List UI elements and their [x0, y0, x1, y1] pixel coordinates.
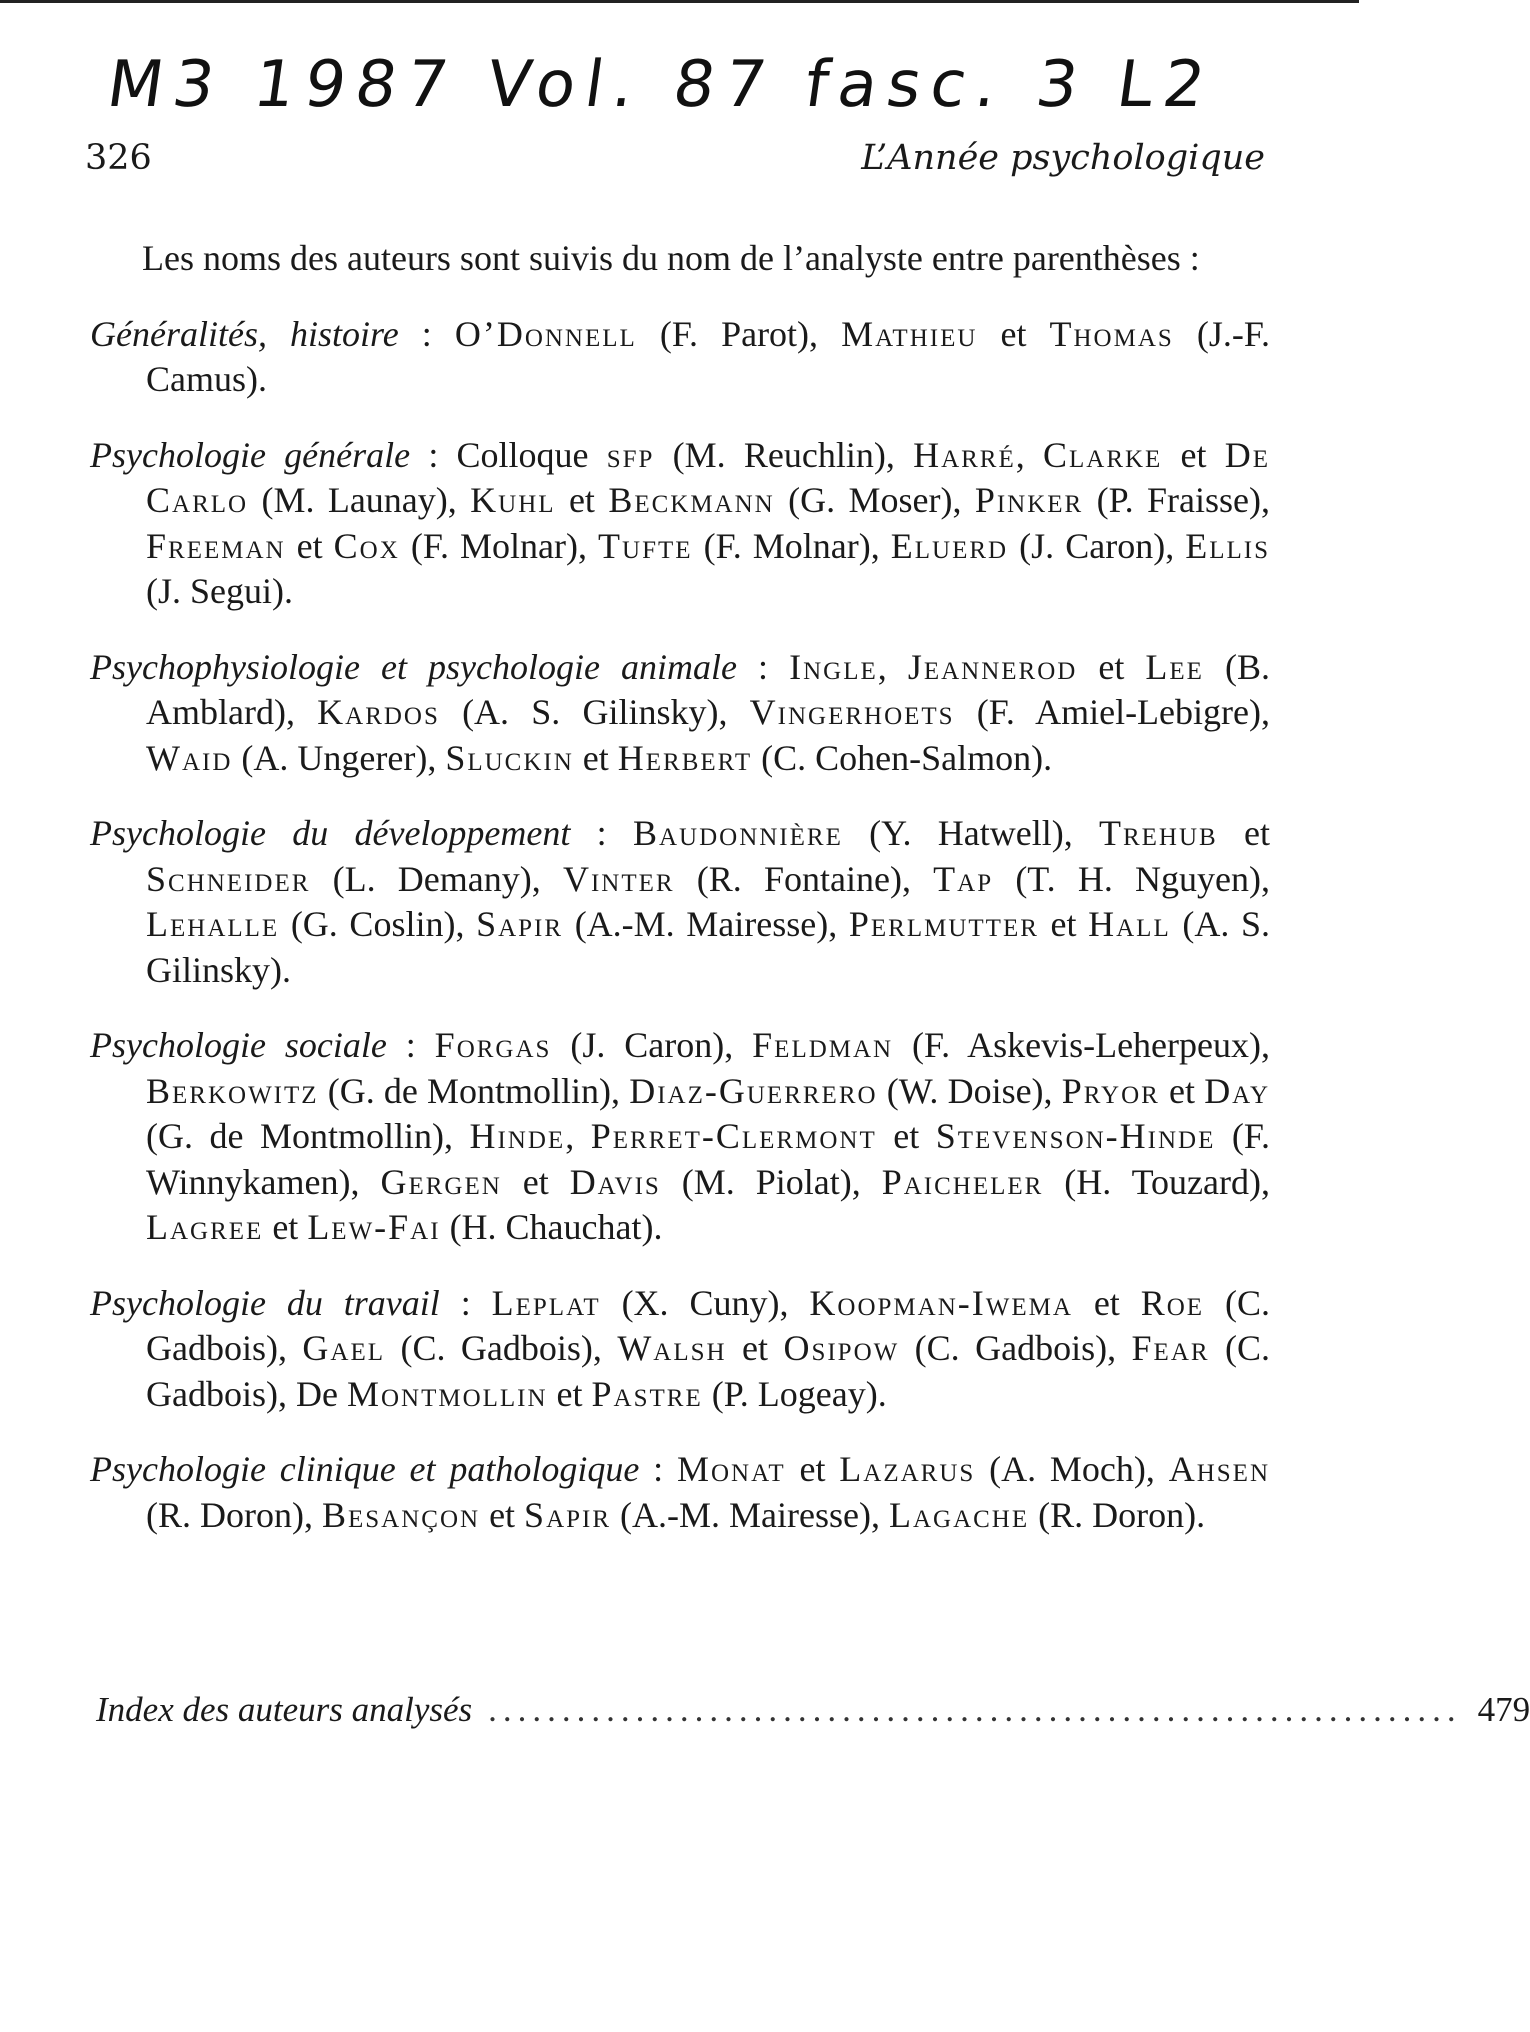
author-name: Besançon [321, 1494, 481, 1535]
author-name: Osipow [783, 1328, 900, 1368]
category-label: Psychologie du développement [90, 813, 571, 853]
author-name: Koopman-Iwema [809, 1282, 1073, 1323]
text: (A. Ungerer), [232, 737, 446, 778]
text: et [555, 480, 609, 520]
text: (F. Parot), [636, 313, 842, 354]
author-name: sfp [606, 434, 655, 475]
author-name: Montmollin [346, 1373, 548, 1414]
text: , [1015, 434, 1043, 475]
text: (M. Reuchlin), [654, 434, 914, 475]
handwritten-note: M3 1987 Vol. 87 fasc. 3 L2 [102, 48, 1220, 122]
author-name: Eluerd [890, 525, 1009, 566]
text: et [573, 737, 618, 778]
text: (Y. Hatwell), [842, 813, 1099, 853]
author-name: Beckmann [608, 480, 775, 520]
text: (C. Gadbois), [146, 1282, 1270, 1368]
author-name: De Carlo [146, 434, 1271, 520]
author-name: Kardos [317, 692, 440, 732]
text: (G. Moser), [774, 480, 975, 520]
text: (M. Piolat), [660, 1161, 882, 1202]
author-name: Harré [913, 434, 1016, 475]
text: (A.-M. Mairesse), [611, 1494, 889, 1535]
author-name: Tap [933, 858, 994, 899]
section-clinique [90, 1447, 1270, 1538]
text: (F. Molnar), [692, 525, 891, 566]
text: : [737, 646, 790, 687]
text: (C. Cohen-Salmon). [752, 737, 1053, 778]
author-name: Paicheler [881, 1161, 1044, 1202]
author-name: Walsh [617, 1328, 727, 1368]
text: (J. Segui). [146, 571, 293, 611]
text: et [785, 1449, 840, 1489]
category-label: Psychologie clinique et pathologique [90, 1449, 640, 1489]
author-name: Lazarus [839, 1449, 976, 1489]
text: (G. de Montmollin), [146, 1116, 470, 1156]
text: (F. Winnykamen), [146, 1116, 1271, 1202]
author-name: Leplat [491, 1282, 601, 1323]
author-name: Lee [1145, 646, 1204, 687]
author-name: Perlmutter [848, 904, 1039, 944]
text: (R. Doron), [146, 1494, 322, 1535]
text: (R. Doron). [1029, 1494, 1206, 1535]
text: et [1038, 904, 1089, 944]
text: et [1077, 646, 1146, 687]
author-name: Stevenson-Hinde [935, 1116, 1216, 1156]
text: (L. Demany), [310, 858, 563, 899]
text: , [877, 646, 908, 687]
text: (P. Fraisse), [1083, 480, 1270, 520]
section-psychologie-generale [90, 433, 1270, 615]
text: (B. Amblard), [146, 646, 1271, 732]
author-name: Pinker [974, 480, 1084, 520]
author-name: Gergen [380, 1161, 502, 1202]
author-name: Vingerhoets [749, 692, 955, 732]
author-name: Hinde [469, 1116, 566, 1156]
text: : [386, 1025, 435, 1065]
category-label: Psychologie générale [90, 434, 411, 475]
text: (T. H. Nguyen), [993, 858, 1270, 899]
author-name: Gael [302, 1328, 386, 1368]
text: (R. Fontaine), [674, 858, 934, 899]
text: (M. Launay), [248, 480, 471, 520]
section-psychophysiologie [90, 645, 1270, 782]
text: (X. Cuny), [600, 1282, 810, 1323]
text: (P. Logeay). [702, 1373, 887, 1414]
text: , [565, 1116, 591, 1156]
author-name: O’Donnell [454, 313, 637, 354]
text: et [501, 1161, 570, 1202]
author-name: Ellis [1185, 525, 1271, 566]
author-name: Fear [1131, 1328, 1210, 1368]
author-name: Herbert [617, 737, 753, 778]
author-name: Perret-Clermont [590, 1116, 877, 1156]
author-name: Diaz-Guerrero [629, 1070, 878, 1111]
text: et [1162, 434, 1225, 475]
author-name: Sapir [476, 904, 564, 944]
text: (A. S. Gilinsky), [439, 692, 750, 732]
text: (A.-M. Mairesse), [563, 904, 849, 944]
leader-dots: .................................................................. [488, 1690, 1462, 1729]
text: et [1159, 1070, 1205, 1111]
category-label: Psychologie sociale [90, 1025, 387, 1065]
author-name: Jeannerod [907, 646, 1078, 687]
text: (J.-F. Camus). [146, 313, 1271, 399]
text: (J. Caron), [1008, 525, 1186, 566]
author-name: Roe [1140, 1282, 1205, 1323]
text: (F. Amiel-Lebigre), [954, 692, 1270, 732]
text: (A. S. Gilinsky). [146, 904, 1270, 990]
author-name: Thomas [1049, 313, 1174, 354]
category-label: Psychologie du travail [90, 1282, 440, 1323]
author-name: Baudonnière [632, 813, 843, 853]
author-name: Trehub [1099, 813, 1218, 853]
index-page-number: 479 [1477, 1690, 1530, 1729]
author-name: Ahsen [1168, 1449, 1270, 1489]
text: et [726, 1328, 784, 1368]
text: et [1072, 1282, 1141, 1323]
text: (J. Caron), [551, 1025, 753, 1065]
text: et [263, 1207, 308, 1247]
page-body [90, 236, 1270, 1568]
author-name: Forgas [434, 1025, 552, 1065]
text: et [547, 1373, 592, 1414]
author-name: Feldman [752, 1025, 894, 1065]
index-label: Index des auteurs analysés [96, 1690, 473, 1729]
author-name: Davis [569, 1161, 661, 1202]
author-name: Pryor [1061, 1070, 1160, 1111]
author-name: Hall [1088, 904, 1171, 944]
text: (G. de Montmollin), [318, 1070, 630, 1111]
author-name: Clarke [1042, 434, 1163, 475]
text: : [570, 813, 633, 853]
author-name: Freeman [146, 525, 286, 566]
text: : [398, 313, 455, 354]
text: (A. Moch), [975, 1449, 1169, 1489]
section-sociale [90, 1023, 1270, 1251]
journal-title: L’Année psychologique [861, 138, 1265, 178]
author-name: Pastre [591, 1373, 703, 1414]
section-travail [90, 1281, 1270, 1418]
text: (C. Gadbois), [385, 1328, 618, 1368]
author-name: Ingle [789, 646, 878, 687]
text: (H. Touzard), [1043, 1161, 1270, 1202]
author-name: Kuhl [470, 480, 556, 520]
page-number: 326 [85, 138, 152, 178]
intro-paragraph: Les noms des auteurs sont suivis du nom de l’analyste entre parenthèses : [142, 238, 1200, 278]
index-entry [96, 1690, 1530, 1730]
author-name: Cox [333, 525, 400, 566]
text: (C. Gadbois), De [146, 1328, 1270, 1414]
text: (F. Askevis-Leherpeux), [893, 1025, 1270, 1065]
author-name: Lehalle [146, 904, 280, 944]
author-name: Lagache [888, 1494, 1030, 1535]
author-name: Day [1204, 1070, 1270, 1111]
author-name: Lew-Fai [307, 1207, 441, 1247]
text: (C. Gadbois), [899, 1328, 1132, 1368]
author-name: Mathieu [841, 313, 978, 354]
category-label: Psychophysiologie et psychologie animale [90, 646, 737, 687]
text: et [1217, 813, 1270, 853]
author-name: Sluckin [445, 737, 574, 778]
text: et [480, 1494, 525, 1535]
text: (G. Coslin), [279, 904, 477, 944]
text: : [439, 1282, 492, 1323]
author-name: Waid [146, 737, 233, 778]
author-name: Monat [676, 1449, 786, 1489]
section-developpement [90, 811, 1270, 993]
author-name: Tufte [598, 525, 693, 566]
author-name: Berkowitz [146, 1070, 319, 1111]
author-name: Vinter [562, 858, 675, 899]
text: (F. Molnar), [399, 525, 599, 566]
text: (W. Doise), [877, 1070, 1062, 1111]
section-generalites [90, 312, 1270, 403]
text: et [977, 313, 1050, 354]
author-name: Lagree [146, 1207, 264, 1247]
text: (H. Chauchat). [440, 1207, 663, 1247]
text: et [876, 1116, 936, 1156]
text: : [639, 1449, 677, 1489]
text: : Colloque [410, 434, 607, 475]
author-name: Schneider [146, 858, 311, 899]
category-label: Généralités, histoire [90, 313, 399, 354]
text: et [285, 525, 334, 566]
author-name: Sapir [524, 1494, 612, 1535]
top-rule [0, 0, 1359, 3]
